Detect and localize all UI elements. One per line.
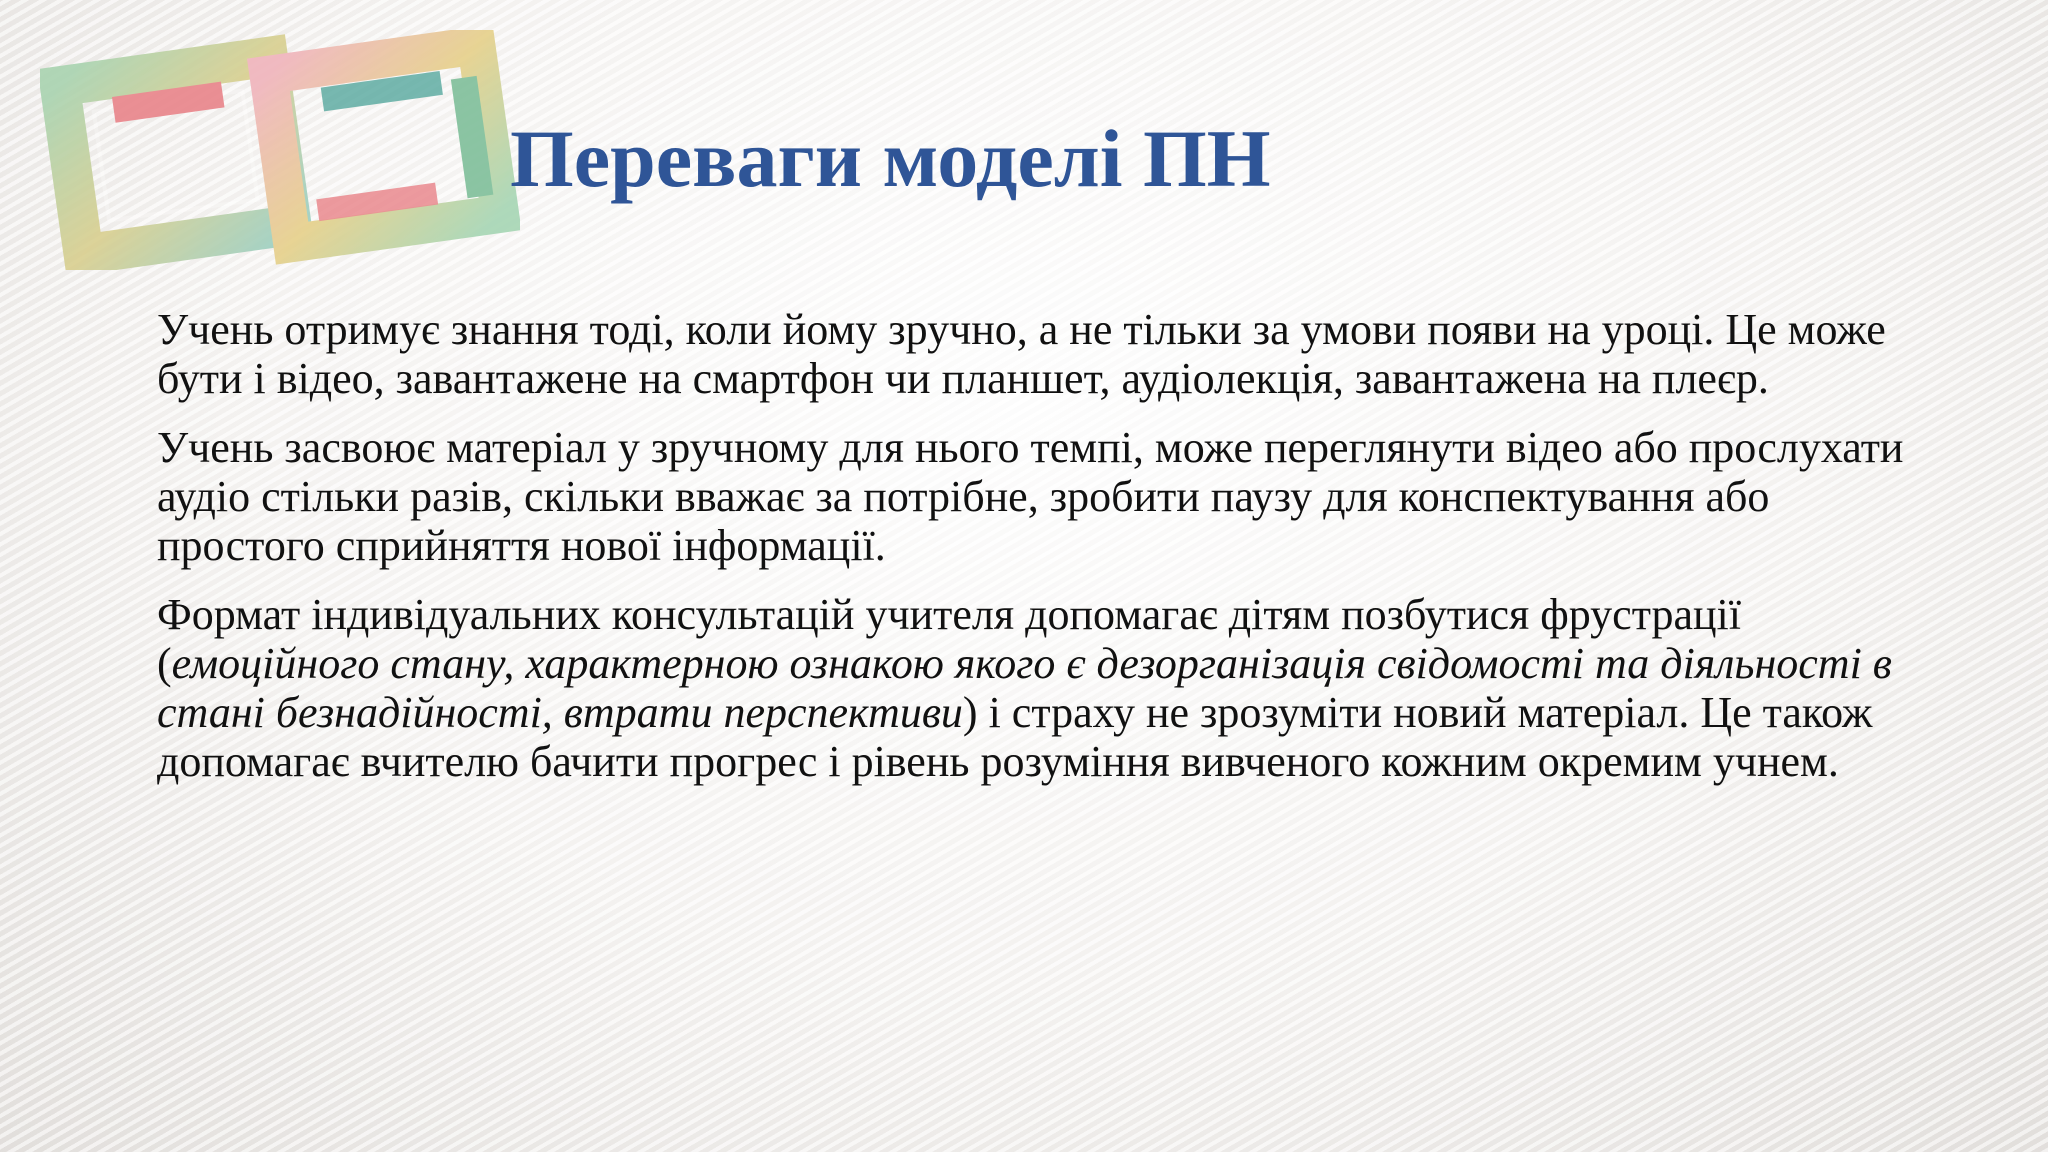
paragraph-consultations-start: Формат індивідуальних консультацій учителя допомагає дітям позбутися фрустрації ( bbox=[157, 590, 1741, 688]
paragraph-consultations-end: ) і страху не зрозуміти новий матеріал. Це також допомагає вчителю бачити прогрес і рівень розуміння вивченого кожним окремим учнем. bbox=[157, 688, 1873, 786]
slide-body bbox=[157, 305, 1917, 806]
paragraph-own-pace: Учень засвоює матеріал у зручному для нього темпі, може переглянути відео або прослухати аудіо стільки разів, скільки вважає за потрібне, зробити паузу для конспектування або простого сприйняття нової інформації. bbox=[157, 423, 1904, 570]
paragraph-anytime-learning: Учень отримує знання тоді, коли йому зручно, а не тільки за умови появи на уроці. Це може бути і відео, завантажене на смартфон чи планшет, аудіолекція, завантажена на плеєр. bbox=[157, 305, 1886, 403]
frustration-definition: емоційного стану, характерною ознакою якого є дезорганізація свідомості та діяльності в стані безнадійності, втрати перспективи bbox=[157, 639, 1892, 737]
interlocking-frames-logo-icon bbox=[40, 30, 520, 270]
slide-title: Переваги моделі ПН bbox=[510, 113, 1271, 204]
paragraph-consultations bbox=[157, 590, 1917, 786]
